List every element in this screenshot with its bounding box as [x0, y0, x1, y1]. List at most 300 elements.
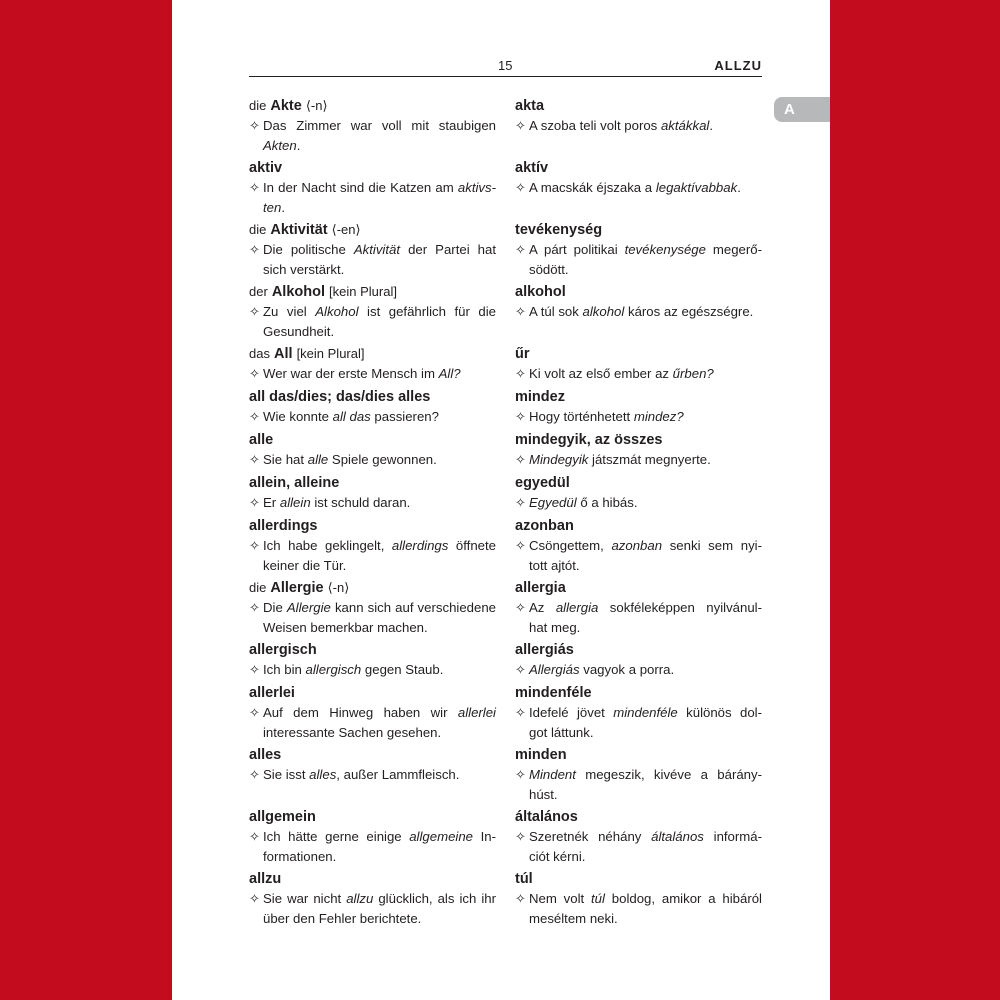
example-sentence	[515, 889, 762, 929]
headword-line	[515, 282, 762, 302]
example-line	[263, 765, 496, 785]
headword: allergisch	[249, 642, 317, 658]
example-line	[263, 889, 496, 909]
headword-line	[249, 869, 496, 889]
article: die	[249, 222, 267, 237]
example-line	[263, 407, 496, 427]
headword: akta	[515, 98, 545, 114]
headword: egyedül	[515, 475, 570, 491]
headword-line	[515, 807, 762, 827]
example-line	[263, 240, 496, 260]
running-head	[249, 56, 762, 78]
headword: allgemein	[249, 809, 316, 825]
example-text: .	[296, 138, 301, 153]
headword: minden	[515, 747, 567, 763]
example-marker-icon: ✧	[515, 538, 527, 553]
page-number: 15	[498, 58, 513, 73]
german-entry	[249, 282, 496, 342]
hungarian-entry	[515, 96, 762, 136]
example-marker-icon: ✧	[515, 600, 527, 615]
hungarian-entry	[515, 578, 762, 638]
example-line	[263, 660, 496, 680]
example-line	[529, 240, 762, 260]
hungarian-entry	[515, 282, 762, 322]
headword-line	[249, 96, 496, 116]
headword-line	[249, 745, 496, 765]
example-text: játszmát megnyerte.	[588, 452, 711, 467]
example-text: különös dol-	[677, 705, 762, 720]
headword-line	[515, 158, 762, 178]
example-sentence	[515, 364, 762, 384]
example-text: In der Nacht sind die Katzen am	[263, 180, 458, 195]
headword: Allergie	[270, 580, 324, 596]
example-text: A párt politikai	[529, 242, 625, 257]
example-keyword: alles	[309, 767, 337, 782]
example-line	[263, 909, 496, 929]
example-line	[263, 703, 496, 723]
headword-line	[249, 578, 496, 598]
hungarian-entry	[515, 158, 762, 198]
example-marker-icon: ✧	[249, 180, 261, 195]
example-marker-icon: ✧	[249, 767, 261, 782]
example-text: Er	[263, 495, 280, 510]
example-text: sich verstärkt.	[263, 262, 345, 277]
example-keyword: űrben?	[672, 366, 714, 381]
headword: allerdings	[249, 518, 318, 534]
headword-line	[515, 220, 762, 240]
example-text: tott ajtót.	[529, 558, 580, 573]
example-line	[529, 660, 762, 680]
german-entry	[249, 344, 496, 384]
example-marker-icon: ✧	[515, 495, 527, 510]
german-entry	[249, 158, 496, 218]
example-sentence	[515, 450, 762, 470]
headword: alle	[249, 432, 274, 448]
headword-line	[249, 516, 496, 536]
example-text: .	[709, 118, 714, 133]
headword-line	[515, 683, 762, 703]
example-keyword: Egyedül	[529, 495, 577, 510]
example-text: Ich habe geklingelt,	[263, 538, 392, 553]
example-line	[263, 723, 496, 743]
example-sentence	[515, 302, 762, 322]
headword-line	[515, 869, 762, 889]
german-entry	[249, 387, 496, 427]
example-sentence	[249, 703, 496, 743]
headword: aktiv	[249, 160, 283, 176]
example-line	[529, 889, 762, 909]
headword: tevékenység	[515, 222, 603, 238]
example-text: hat meg.	[529, 620, 581, 635]
example-line	[529, 493, 762, 513]
example-keyword: alkohol	[582, 304, 625, 319]
example-text: A túl sok	[529, 304, 583, 319]
example-sentence	[515, 493, 762, 513]
example-keyword: Allergiás	[529, 662, 580, 677]
example-keyword: Akten	[263, 138, 297, 153]
example-text: Az	[529, 600, 556, 615]
example-sentence	[249, 765, 496, 785]
example-keyword: allzu	[346, 891, 374, 906]
grammar-note: [kein Plural]	[329, 284, 397, 299]
german-entry	[249, 220, 496, 280]
example-sentence	[249, 178, 496, 218]
example-line	[263, 493, 496, 513]
example-text: Nem volt	[529, 891, 592, 906]
example-marker-icon: ✧	[515, 242, 527, 257]
example-line	[263, 364, 496, 384]
example-line	[263, 136, 496, 156]
example-keyword: ten	[263, 200, 282, 215]
example-keyword: általános	[651, 829, 704, 844]
example-marker-icon: ✧	[515, 409, 527, 424]
example-keyword: Allergie	[286, 600, 331, 615]
german-entry	[249, 807, 496, 867]
example-text: A szoba teli volt poros	[529, 118, 661, 133]
example-text: formationen.	[263, 849, 337, 864]
example-line	[529, 556, 762, 576]
example-sentence	[515, 407, 762, 427]
headword: mindez	[515, 389, 565, 405]
example-marker-icon: ✧	[515, 767, 527, 782]
example-line	[263, 302, 496, 322]
example-text: Ich bin	[263, 662, 306, 677]
example-text: Gesundheit.	[263, 324, 335, 339]
headword-line	[515, 96, 762, 116]
headword-line	[515, 640, 762, 660]
example-sentence	[249, 827, 496, 867]
example-text: ciót kérni.	[529, 849, 586, 864]
example-sentence	[249, 364, 496, 384]
example-text: Ki volt az első ember az	[529, 366, 673, 381]
example-text: ist schuld daran.	[310, 495, 411, 510]
headword-line	[515, 516, 762, 536]
example-keyword: legaktívabbak	[655, 180, 738, 195]
example-marker-icon: ✧	[249, 538, 261, 553]
example-marker-icon: ✧	[249, 600, 261, 615]
example-marker-icon: ✧	[249, 705, 261, 720]
example-line	[263, 618, 496, 638]
hungarian-entry	[515, 683, 762, 743]
example-marker-icon: ✧	[515, 705, 527, 720]
example-text: der Partei hat	[400, 242, 496, 257]
headword: allergia	[515, 580, 566, 596]
example-text: vagyok a porra.	[579, 662, 675, 677]
example-text: Wer war der erste Mensch im	[263, 366, 439, 381]
example-text: kann sich auf verschiedene	[330, 600, 497, 615]
example-line	[263, 827, 496, 847]
headword: alkohol	[515, 284, 566, 300]
headword: allergiás	[515, 642, 574, 658]
example-keyword: allergia	[555, 600, 599, 615]
example-line	[263, 116, 496, 136]
example-line	[529, 302, 762, 322]
example-text: Spiele gewonnen.	[328, 452, 437, 467]
example-sentence	[249, 450, 496, 470]
example-text: Ich hätte gerne einige	[263, 829, 410, 844]
example-sentence	[515, 703, 762, 743]
article: der	[249, 284, 268, 299]
headword: mindenféle	[515, 685, 592, 701]
example-keyword: alle	[307, 452, 329, 467]
example-keyword: allergisch	[305, 662, 362, 677]
example-text: meséltem neki.	[529, 911, 618, 926]
example-text: Csöngettem,	[529, 538, 612, 553]
example-line	[529, 618, 762, 638]
example-marker-icon: ✧	[515, 829, 527, 844]
example-line	[529, 723, 762, 743]
headword: allein, alleine	[249, 475, 340, 491]
example-marker-icon: ✧	[249, 242, 261, 257]
example-marker-icon: ✧	[515, 180, 527, 195]
example-keyword: mindenféle	[613, 705, 678, 720]
example-sentence	[515, 178, 762, 198]
hungarian-entry	[515, 473, 762, 513]
example-marker-icon: ✧	[249, 495, 261, 510]
article: die	[249, 580, 267, 595]
example-line	[529, 407, 762, 427]
example-text: .	[737, 180, 741, 195]
headword: űr	[515, 346, 530, 362]
example-line	[529, 178, 762, 198]
example-keyword: allein	[279, 495, 311, 510]
example-line	[529, 847, 762, 867]
example-keyword: túl	[591, 891, 605, 906]
german-entry	[249, 640, 496, 680]
example-keyword: All?	[438, 366, 461, 381]
german-entry	[249, 96, 496, 156]
example-sentence	[249, 116, 496, 156]
example-line	[263, 198, 496, 218]
headword: All	[274, 346, 293, 362]
grammar-note: ⟨-n⟩	[327, 580, 350, 595]
example-text: Hogy történhetett	[529, 409, 634, 424]
hungarian-entry	[515, 387, 762, 427]
headword-line	[515, 745, 762, 765]
example-text: informá-	[703, 829, 762, 844]
example-text: káros az egészségre.	[624, 304, 754, 319]
example-text: got láttunk.	[529, 725, 594, 740]
example-marker-icon: ✧	[249, 118, 261, 133]
german-entry	[249, 516, 496, 576]
example-keyword: azonban	[611, 538, 663, 553]
german-entry	[249, 430, 496, 470]
article: die	[249, 98, 267, 113]
hungarian-entry	[515, 344, 762, 384]
example-text: keiner die Tür.	[263, 558, 347, 573]
headword: azonban	[515, 518, 574, 534]
example-marker-icon: ✧	[515, 118, 527, 133]
example-text: Die politische	[263, 242, 354, 257]
example-keyword: aktákkal	[660, 118, 710, 133]
german-entry	[249, 869, 496, 929]
headword-line	[515, 430, 762, 450]
example-line	[263, 450, 496, 470]
headword: mindegyik, az összes	[515, 432, 663, 448]
example-line	[529, 765, 762, 785]
headword: Alkohol	[271, 284, 325, 300]
example-keyword: allerlei	[457, 705, 496, 720]
guide-word: ALLZU	[714, 58, 762, 73]
example-sentence	[249, 407, 496, 427]
example-text: passieren?	[370, 409, 439, 424]
example-marker-icon: ✧	[515, 452, 527, 467]
headword-line	[249, 387, 496, 407]
hungarian-entry	[515, 220, 762, 280]
example-marker-icon: ✧	[249, 409, 261, 424]
example-text: Sie isst	[263, 767, 310, 782]
example-marker-icon: ✧	[249, 452, 261, 467]
headword-line	[515, 387, 762, 407]
headword-line	[515, 344, 762, 364]
german-entry	[249, 683, 496, 743]
example-text: södött.	[529, 262, 569, 277]
header-rule	[249, 76, 762, 77]
example-keyword: tevékenysége	[624, 242, 706, 257]
headword: allerlei	[249, 685, 295, 701]
example-text: senki sem nyi-	[662, 538, 762, 553]
example-marker-icon: ✧	[515, 662, 527, 677]
example-marker-icon: ✧	[249, 891, 261, 906]
example-line	[529, 598, 762, 618]
example-sentence	[249, 889, 496, 929]
example-sentence	[515, 240, 762, 280]
example-text: húst.	[529, 787, 558, 802]
example-text: Szeretnék néhány	[529, 829, 652, 844]
example-sentence	[249, 240, 496, 280]
headword: általános	[515, 809, 578, 825]
example-line	[263, 556, 496, 576]
headword-line	[249, 344, 496, 364]
example-marker-icon: ✧	[249, 304, 261, 319]
example-text: Zu viel	[263, 304, 316, 319]
example-text: Das Zimmer war voll mit staubigen	[263, 118, 496, 133]
example-text: Wie konnte	[263, 409, 333, 424]
example-line	[529, 909, 762, 929]
headword-line	[249, 282, 496, 302]
headword: alles	[249, 747, 282, 763]
article: das	[249, 346, 270, 361]
example-sentence	[249, 660, 496, 680]
german-entry	[249, 473, 496, 513]
example-marker-icon: ✧	[515, 304, 527, 319]
grammar-note: ⟨-en⟩	[331, 222, 361, 237]
example-sentence	[515, 765, 762, 805]
headword-line	[515, 473, 762, 493]
headword-line	[249, 220, 496, 240]
example-line	[263, 322, 496, 342]
example-sentence	[515, 660, 762, 680]
example-text: Die	[263, 600, 287, 615]
example-text: boldog, amikor a hibáról	[604, 891, 762, 906]
example-line	[263, 847, 496, 867]
hungarian-entry	[515, 516, 762, 576]
hungarian-entry	[515, 745, 762, 805]
example-keyword: allgemeine	[409, 829, 473, 844]
example-keyword: aktivs-	[457, 180, 496, 195]
example-line	[263, 536, 496, 556]
hungarian-entry	[515, 640, 762, 680]
example-text: Auf dem Hinweg haben wir	[263, 705, 458, 720]
example-marker-icon: ✧	[249, 829, 261, 844]
example-keyword: Aktivität	[353, 242, 401, 257]
example-line	[529, 450, 762, 470]
headword-line	[249, 473, 496, 493]
example-marker-icon: ✧	[515, 366, 527, 381]
example-keyword: all das	[332, 409, 371, 424]
example-text: megerő-	[705, 242, 762, 257]
example-text: In-	[473, 829, 496, 844]
example-text: megeszik, kivéve a bárány-	[575, 767, 762, 782]
example-text: Sie war nicht	[263, 891, 347, 906]
example-text: interessante Sachen gesehen.	[263, 725, 442, 740]
headword: allzu	[249, 871, 282, 887]
example-line	[529, 364, 762, 384]
example-line	[529, 703, 762, 723]
example-text: glücklich, als ich ihr	[373, 891, 496, 906]
headword: aktív	[515, 160, 549, 176]
example-line	[529, 116, 762, 136]
headword: túl	[515, 871, 533, 887]
example-line	[263, 178, 496, 198]
headword: Akte	[270, 98, 302, 114]
example-text: , außer Lammfleisch.	[336, 767, 460, 782]
letter-thumb-tab: A	[774, 97, 830, 122]
grammar-note: ⟨-n⟩	[305, 98, 328, 113]
example-line	[529, 260, 762, 280]
headword-line	[515, 578, 762, 598]
example-keyword: Mindent	[529, 767, 576, 782]
german-entry	[249, 745, 496, 785]
example-sentence	[249, 598, 496, 638]
headword-line	[249, 807, 496, 827]
example-line	[263, 260, 496, 280]
example-line	[529, 827, 762, 847]
example-text: A macskák éjszaka a	[529, 180, 656, 195]
example-line	[263, 598, 496, 618]
example-sentence	[515, 536, 762, 576]
headword: Aktivität	[270, 222, 328, 238]
example-sentence	[515, 827, 762, 867]
example-text: öffnete	[448, 538, 496, 553]
grammar-note: [kein Plural]	[296, 346, 365, 361]
headword-line	[249, 683, 496, 703]
example-sentence	[249, 493, 496, 513]
example-text: .	[281, 200, 286, 215]
hungarian-entry	[515, 869, 762, 929]
example-keyword: Alkohol	[315, 304, 359, 319]
headword-line	[249, 640, 496, 660]
example-marker-icon: ✧	[515, 891, 527, 906]
example-text: Sie hat	[263, 452, 308, 467]
example-sentence	[515, 598, 762, 638]
example-text: ő a hibás.	[576, 495, 638, 510]
example-sentence	[249, 536, 496, 576]
example-sentence	[249, 302, 496, 342]
headword-line	[249, 430, 496, 450]
example-text: Weisen bemerkbar machen.	[263, 620, 428, 635]
hungarian-entry	[515, 807, 762, 867]
example-text: Idefelé jövet	[529, 705, 614, 720]
german-entry	[249, 578, 496, 638]
headword: all das/dies; das/dies alles	[249, 389, 431, 405]
example-line	[529, 785, 762, 805]
example-keyword: allerdings	[391, 538, 449, 553]
example-text: über den Fehler berichtete.	[263, 911, 422, 926]
example-keyword: Mindegyik	[529, 452, 589, 467]
hungarian-entry	[515, 430, 762, 470]
example-text: ist gefährlich für die	[358, 304, 496, 319]
